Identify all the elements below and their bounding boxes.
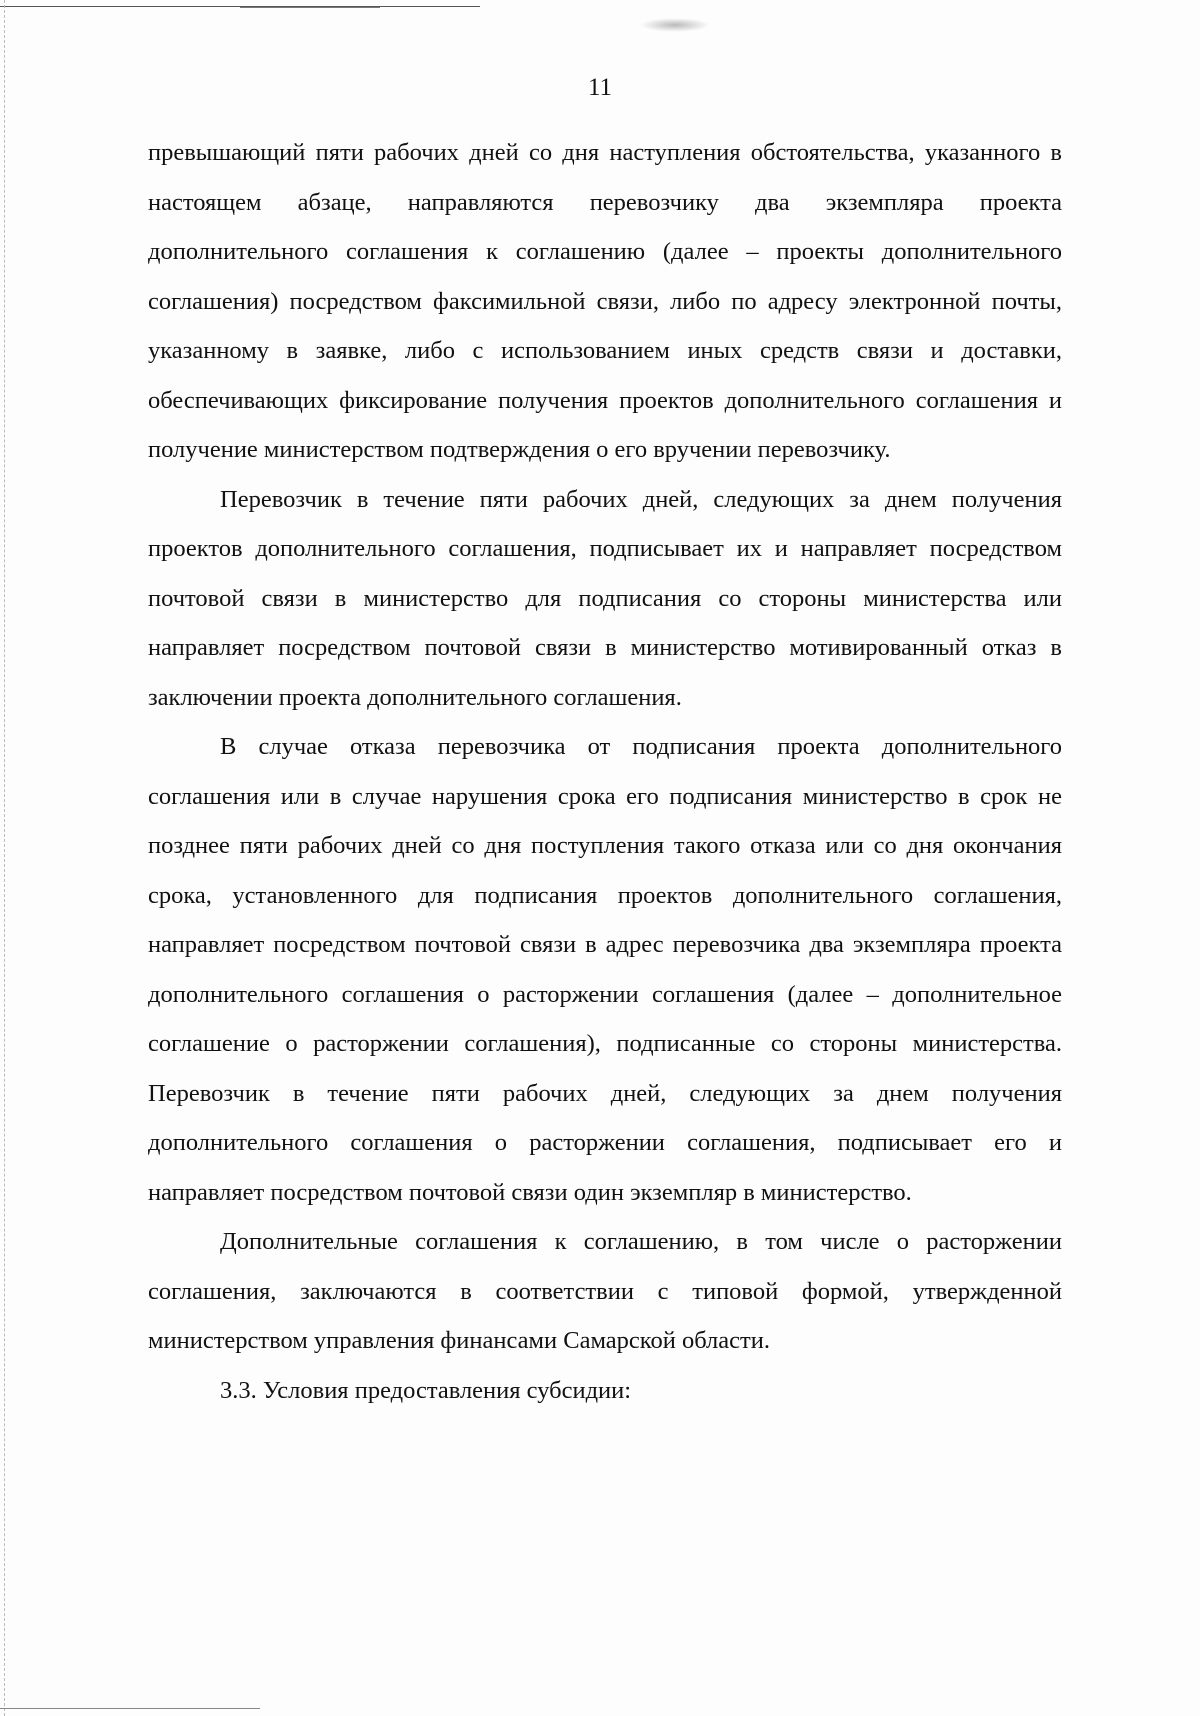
page-number: 11 <box>587 74 613 101</box>
scan-artifact-line <box>0 1708 260 1709</box>
document-body <box>148 128 1062 1415</box>
paragraph: В случае отказа перевозчика от подписания проекта дополнительного соглашения или в случае нарушения срока его подписания министерство в срок не позднее пяти рабочих дней со дня поступления такого отказа или со дня окончания срока, установленного для подписания проектов дополнительного соглашения, направляет посредством почтовой связи в адрес перевозчика два экземпляра проекта дополнительного соглашения о расторжении соглашения (далее – дополнительное соглашение о расторжении соглашения), подписанные со стороны министерства. Перевозчик в течение пяти рабочих дней, следующих за днем получения дополнительного соглашения о расторжении соглашения, подписывает его и направляет посредством почтовой связи один экземпляр в министерство. <box>148 733 1062 1206</box>
paragraph-continuation: превышающий пяти рабочих дней со дня наступления обстоятельства, указанного в настоящем абзаце, направляются перевозчику два экземпляра проекта дополнительного соглашения к соглашению (далее – проекты дополнительного соглашения) посредством факсимильной связи, либо по адресу электронной почты, указанному в заявке, либо с использованием иных средств связи и доставки, обеспечивающих фиксирование получения проектов дополнительного соглашения и получение министерством подтверждения о его вручении перевозчику. <box>148 139 1062 463</box>
paragraph: Дополнительные соглашения к соглашению, в том числе о расторжении соглашения, заключаются в соответствии с типовой формой, утвержденной министерством управления финансами Самарской области. <box>148 1228 1062 1354</box>
scan-artifact-edge <box>4 0 5 1716</box>
section-heading: 3.3. Условия предоставления субсидии: <box>220 1376 632 1404</box>
scan-artifact-smudge <box>640 18 710 32</box>
paragraph: Перевозчик в течение пяти рабочих дней, следующих за днем получения проектов дополнительного соглашения, подписывает их и направляет посредством почтовой связи в министерство для подписания со стороны министерства или направляет посредством почтовой связи в министерство мотивированный отказ в заключении проекта дополнительного соглашения. <box>148 485 1062 711</box>
scan-artifact-line <box>240 7 380 8</box>
